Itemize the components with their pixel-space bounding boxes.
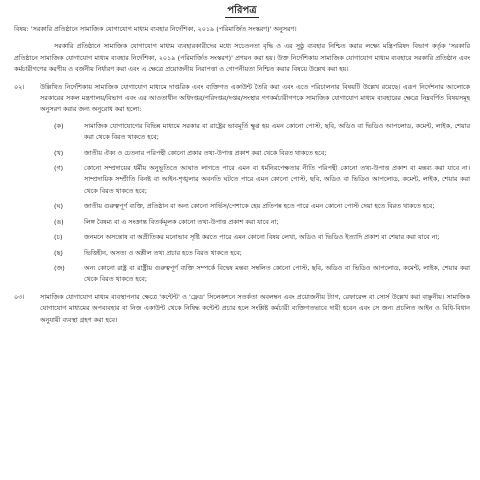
section-02 <box>14 82 470 116</box>
list-item-text: জনমনে অসন্তোষ বা অপ্রীতিকর মনোভাব সৃষ্টি করতে পারে এমন কোনো বিষয় লেখা, অডিও বা ভিডিও ইত্যাদি প্রকাশ বা শেয়ার করা যাবে না; <box>84 233 440 242</box>
list-item-label: (ক) <box>54 121 64 130</box>
list-item <box>14 263 470 286</box>
section-number: ০২। <box>14 82 25 91</box>
section-text: সামাজিক যোগাযোগ মাধ্যম ব্যবস্থাপনার ক্ষেত্রে 'কন্টেন্ট' ও 'ফ্লেড' সিলেকশনে সতর্কতা অবলম্বন এবং প্রয়োজনীয় ট্যাগ, রেফারেন্স বা সোর্স উল্লেখ করা বাঞ্ছনীয়। সামাজিক যোগাযোগ মাধ্যমের অপব্যবহার বা নিজ একাউন্ট থেকে নিষিদ্ধ কন্টেন্ট প্রচার হলে সংশ্লিষ্ট কর্মচারী ব্যক্তিগতভাবে দায়ী হবেন এবং সে জন্য প্রচলিত আইন ও বিধি-বিধান অনুযায়ী ব্যবস্থা গ্রহণ করা হবে। <box>40 292 470 324</box>
list-item-label: (ছ) <box>54 248 63 257</box>
list-item <box>14 121 470 144</box>
list-item-label: (খ) <box>54 148 64 157</box>
list-item-label: (গ) <box>54 164 64 173</box>
section-03 <box>14 292 470 326</box>
list-item-text: সামাজিক যোগাযোগের বিভিন্ন মাধ্যমে সরকার বা রাষ্ট্রের ভাবমূর্তি ক্ষুণ্ণ হয় এমন কোনো পোস্ট, ছবি, অডিও বা ভিডিও আপলোড, কমেন্ট, লাইক, শেয়ার করা থেকে বিরত থাকতে হবে; <box>84 121 470 142</box>
list-item <box>14 201 470 212</box>
list-item <box>14 217 470 228</box>
list-item-label: (ঙ) <box>54 217 64 226</box>
list-item-text: লিঙ্গ বৈষম্য বা এ সংক্রান্ত বিতর্কমূলক কোনো তথ্য-উপাত্ত প্রকাশ করা যাবে না; <box>84 217 279 226</box>
list-item-text: জাতীয় ঐক্য ও চেতনার পরিপন্থী কোনো প্রকার তথ্য-উপাত্ত প্রকাশ করা থেকে বিরত থাকতে হবে; <box>84 148 327 157</box>
document-title: পরিপত্র <box>227 5 257 16</box>
list-item-label: (চ) <box>54 233 63 242</box>
section-text: উল্লিখিত নির্দেশিকায় সামাজিক যোগাযোগ মাধ্যমে দাপ্তরিক এবং ব্যক্তিগত একাউন্ট তৈরি করা এবং এতে পরিচালনার বিষয়টি উল্লেখ রয়েছে। এরূপ নির্দেশনার আলোকে সরকারের সকল মন্ত্রণালয়/বিভাগ এবং এর আওতাধীন অধিদপ্তর/পরিদপ্তর/দপ্তর/সংস্থার গণকর্মচারীগণকে সামাজিক যোগাযোগ মাধ্যম ব্যবহারের ক্ষেত্রে নিম্নবর্ণিত বিষয়সমূহ অনুসরণ করার জন্য অনুরোধ করা হলো: <box>40 82 470 114</box>
list-item-text: ভিত্তিহীন, অসত্য ও অশ্লীল তথ্য প্রচার হতে বিরত থাকতে হবে; <box>84 248 242 257</box>
section-number: ০৩। <box>14 292 25 301</box>
directive-list <box>14 121 470 286</box>
list-item-text: জাতীয় গুরুত্বপূর্ণ ব্যক্তি, প্রতিষ্ঠান বা অন্য কোনো সার্ভিস/পেশাকে হেয় প্রতিপন্ন হতে পারে এমন কোনো পোস্ট দেয়া হতে বিরত থাকতে হবে; <box>84 202 435 211</box>
list-item-text: কোনো সম্প্রদায়ের ধর্মীয় অনুভূতিতে আঘাত লাগতে পারে এমন বা ধর্মনিরপেক্ষতার নীতি পরিপন্থী কোনো তথ্য-উপাত্ত প্রকাশ বা মন্তব্য করা যাবে না। সাম্প্রদায়িক সম্প্রীতি বিনষ্ট বা আইন-শৃঙ্খলার অবনতি ঘটতে পারে এমন কোনো পোস্ট, ছবি, অডিও বা ভিডিও আপলোড, কমেন্ট, লাইক, শেয়ার করা থেকে বিরত থাকতে হবে; <box>84 164 470 195</box>
list-item <box>14 163 470 197</box>
list-item <box>14 232 470 243</box>
list-item <box>14 248 470 259</box>
list-item-label: (ঘ) <box>54 202 63 211</box>
list-item-text: অন্য কোনো রাষ্ট্র বা রাষ্ট্রীয় গুরুত্বপূর্ণ ব্যক্তি সম্পর্কে বিদ্বেষ মন্তব্য সম্বলিত কোনো পোস্ট, ছবি, অডিও বা ভিডিও আপলোড, কমেন্ট, লাইক, শেয়ার করা থেকে বিরত থাকতে হবে; <box>84 263 470 284</box>
list-item <box>14 148 470 159</box>
subject-line: বিষয়: 'সরকারি প্রতিষ্ঠানে সামাজিক যোগাযোগ মাধ্যম ব্যবহার নির্দেশিকা, ২০১৯ (পরিমার্জিত সংস্করণ)' অনুসরণ। <box>14 25 297 33</box>
title-area <box>14 4 470 22</box>
intro-paragraph: সরকারি প্রতিষ্ঠানে সামাজিক যোগাযোগ মাধ্যম ব্যবহারকারীদের মধ্যে সচেতনতা বৃদ্ধি ও এর সুষ্ঠু ব্যবহার নিশ্চিত করার লক্ষ্যে মন্ত্রিপরিষদ বিভাগ কর্তৃক 'সরকারি প্রতিষ্ঠানে সামাজিক যোগাযোগ মাধ্যম ব্যবহার নির্দেশিকা, ২০১৯ (পরিমার্জিত সংস্করণ)' প্রণয়ন করা হয়। উক্ত নির্দেশিকায় সামাজিক যোগাযোগ মাধ্যম ব্যবহারে সরকারি প্রতিষ্ঠান এবং কর্মচারীগণের করণীয় ও বর্জনীয় নির্ধারণ করা এবং এ ক্ষেত্রে প্রয়োজনীয় নিরাপত্তা ও গোপনীয়তা নিশ্চিত করার বিষয়ে উল্লেখ করা হয়। <box>14 42 470 74</box>
list-item-label: (জ) <box>54 263 65 272</box>
